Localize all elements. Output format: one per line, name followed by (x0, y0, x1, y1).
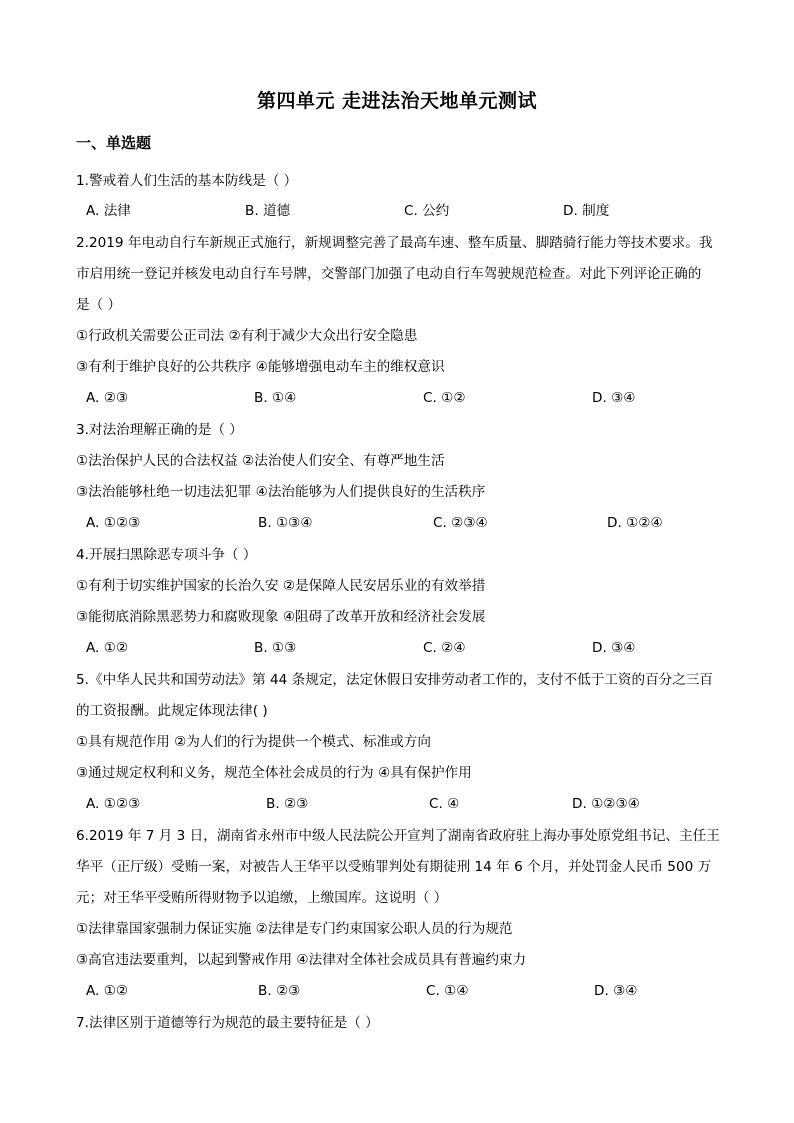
option-c: C. 公约 (404, 203, 450, 219)
option-d: D. 制度 (563, 203, 610, 219)
question-6-statements: ③高官违法要重判，以起到警戒作用 ④法律对全体社会成员具有普遍约束力 (76, 952, 527, 968)
question-3-statements: ①法治保护人民的合法权益 ②法治使人们安全、有尊严地生活 (76, 453, 445, 469)
question-2-stem: 是（ ） (76, 297, 122, 313)
question-6-statements: ①法律靠国家强制力保证实施 ②法律是专门约束国家公职人员的行为规范 (76, 921, 513, 937)
option-a: A. ①②③ (86, 796, 141, 812)
option-b: B. ①④ (254, 390, 297, 406)
question-5-stem: 5.《中华人民共和国劳动法》第 44 条规定，法定休假日安排劳动者工作的，支付不低于工资的百分之三百 (76, 672, 714, 688)
question-2-stem: 市启用统一登记并核发电动自行车号牌，交警部门加强了电动自行车驾驶规范检查。对此下列评论正确的 (76, 266, 702, 282)
question-1-stem: 1.警戒着人们生活的基本防线是（ ） (76, 173, 298, 189)
option-a: A. ①② (86, 640, 129, 656)
option-c: C. ①② (423, 390, 466, 406)
option-a: A. ①② (86, 983, 129, 999)
option-b: B. ①③④ (258, 515, 313, 531)
question-6-stem: 6.2019 年 7 月 3 日，湖南省永州市中级人民法院公开宣判了湖南省政府驻上海办事处原党组书记、主任王 (76, 828, 720, 844)
question-5-statements: ③通过规定权利和义务，规范全体社会成员的行为 ④具有保护作用 (76, 765, 472, 781)
option-a: A. ②③ (86, 390, 129, 406)
question-3-stem: 3.对法治理解正确的是（ ） (76, 422, 243, 438)
question-6-stem: 元；对王华平受贿所得财物予以追缴，上缴国库。这说明（ ） (76, 890, 448, 906)
option-b: B. ②③ (258, 983, 301, 999)
question-5-statements: ①具有规范作用 ②为人们的行为提供一个模式、标准或方向 (76, 734, 431, 750)
option-a: A. ①②③ (86, 515, 141, 531)
option-b: B. ①③ (254, 640, 297, 656)
option-a: A. 法律 (86, 203, 131, 219)
option-d: D. ③④ (592, 390, 636, 406)
question-4-statements: ①有利于切实维护国家的长治久安 ②是保障人民安居乐业的有效举措 (76, 578, 486, 594)
option-c: C. ②③④ (433, 515, 488, 531)
question-3-statements: ③法治能够杜绝一切违法犯罪 ④法治能够为人们提供良好的生活秩序 (76, 484, 486, 500)
option-d: D. ①②③④ (572, 796, 640, 812)
option-b: B. ②③ (266, 796, 309, 812)
page-title: 第四单元 走进法治天地单元测试 (256, 90, 538, 112)
question-7-stem: 7.法律区别于道德等行为规范的最主要特征是（ ） (76, 1015, 379, 1031)
question-2-stem: 2.2019 年电动自行车新规正式施行，新规调整完善了最高车速、整车质量、脚踏骑行能力等技术要求。我 (76, 235, 713, 251)
section-heading: 一、单选题 (76, 134, 152, 152)
question-4-statements: ③能彻底消除黑恶势力和腐败现象 ④阻碍了改革开放和经济社会发展 (76, 609, 486, 625)
option-d: D. ③④ (594, 983, 638, 999)
question-2-statements: ③有利于维护良好的公共秩序 ④能够增强电动车主的维权意识 (76, 359, 445, 375)
question-2-statements: ①行政机关需要公正司法 ②有利于减少大众出行安全隐患 (76, 328, 418, 344)
option-c: C. ④ (429, 796, 460, 812)
question-4-stem: 4.开展扫黑除恶专项斗争（ ） (76, 547, 257, 563)
option-d: D. ①②④ (607, 515, 663, 531)
question-5-stem: 的工资报酬。此规定体现法律( ) (76, 703, 268, 719)
option-c: C. ①④ (426, 983, 469, 999)
option-c: C. ②④ (423, 640, 466, 656)
option-d: D. ③④ (592, 640, 636, 656)
question-6-stem: 华平（正厅级）受贿一案，对被告人王华平以受贿罪判处有期徒刑 14 年 6 个月，并处罚金人民币 500 万 (76, 859, 712, 875)
option-b: B. 道德 (245, 203, 291, 219)
